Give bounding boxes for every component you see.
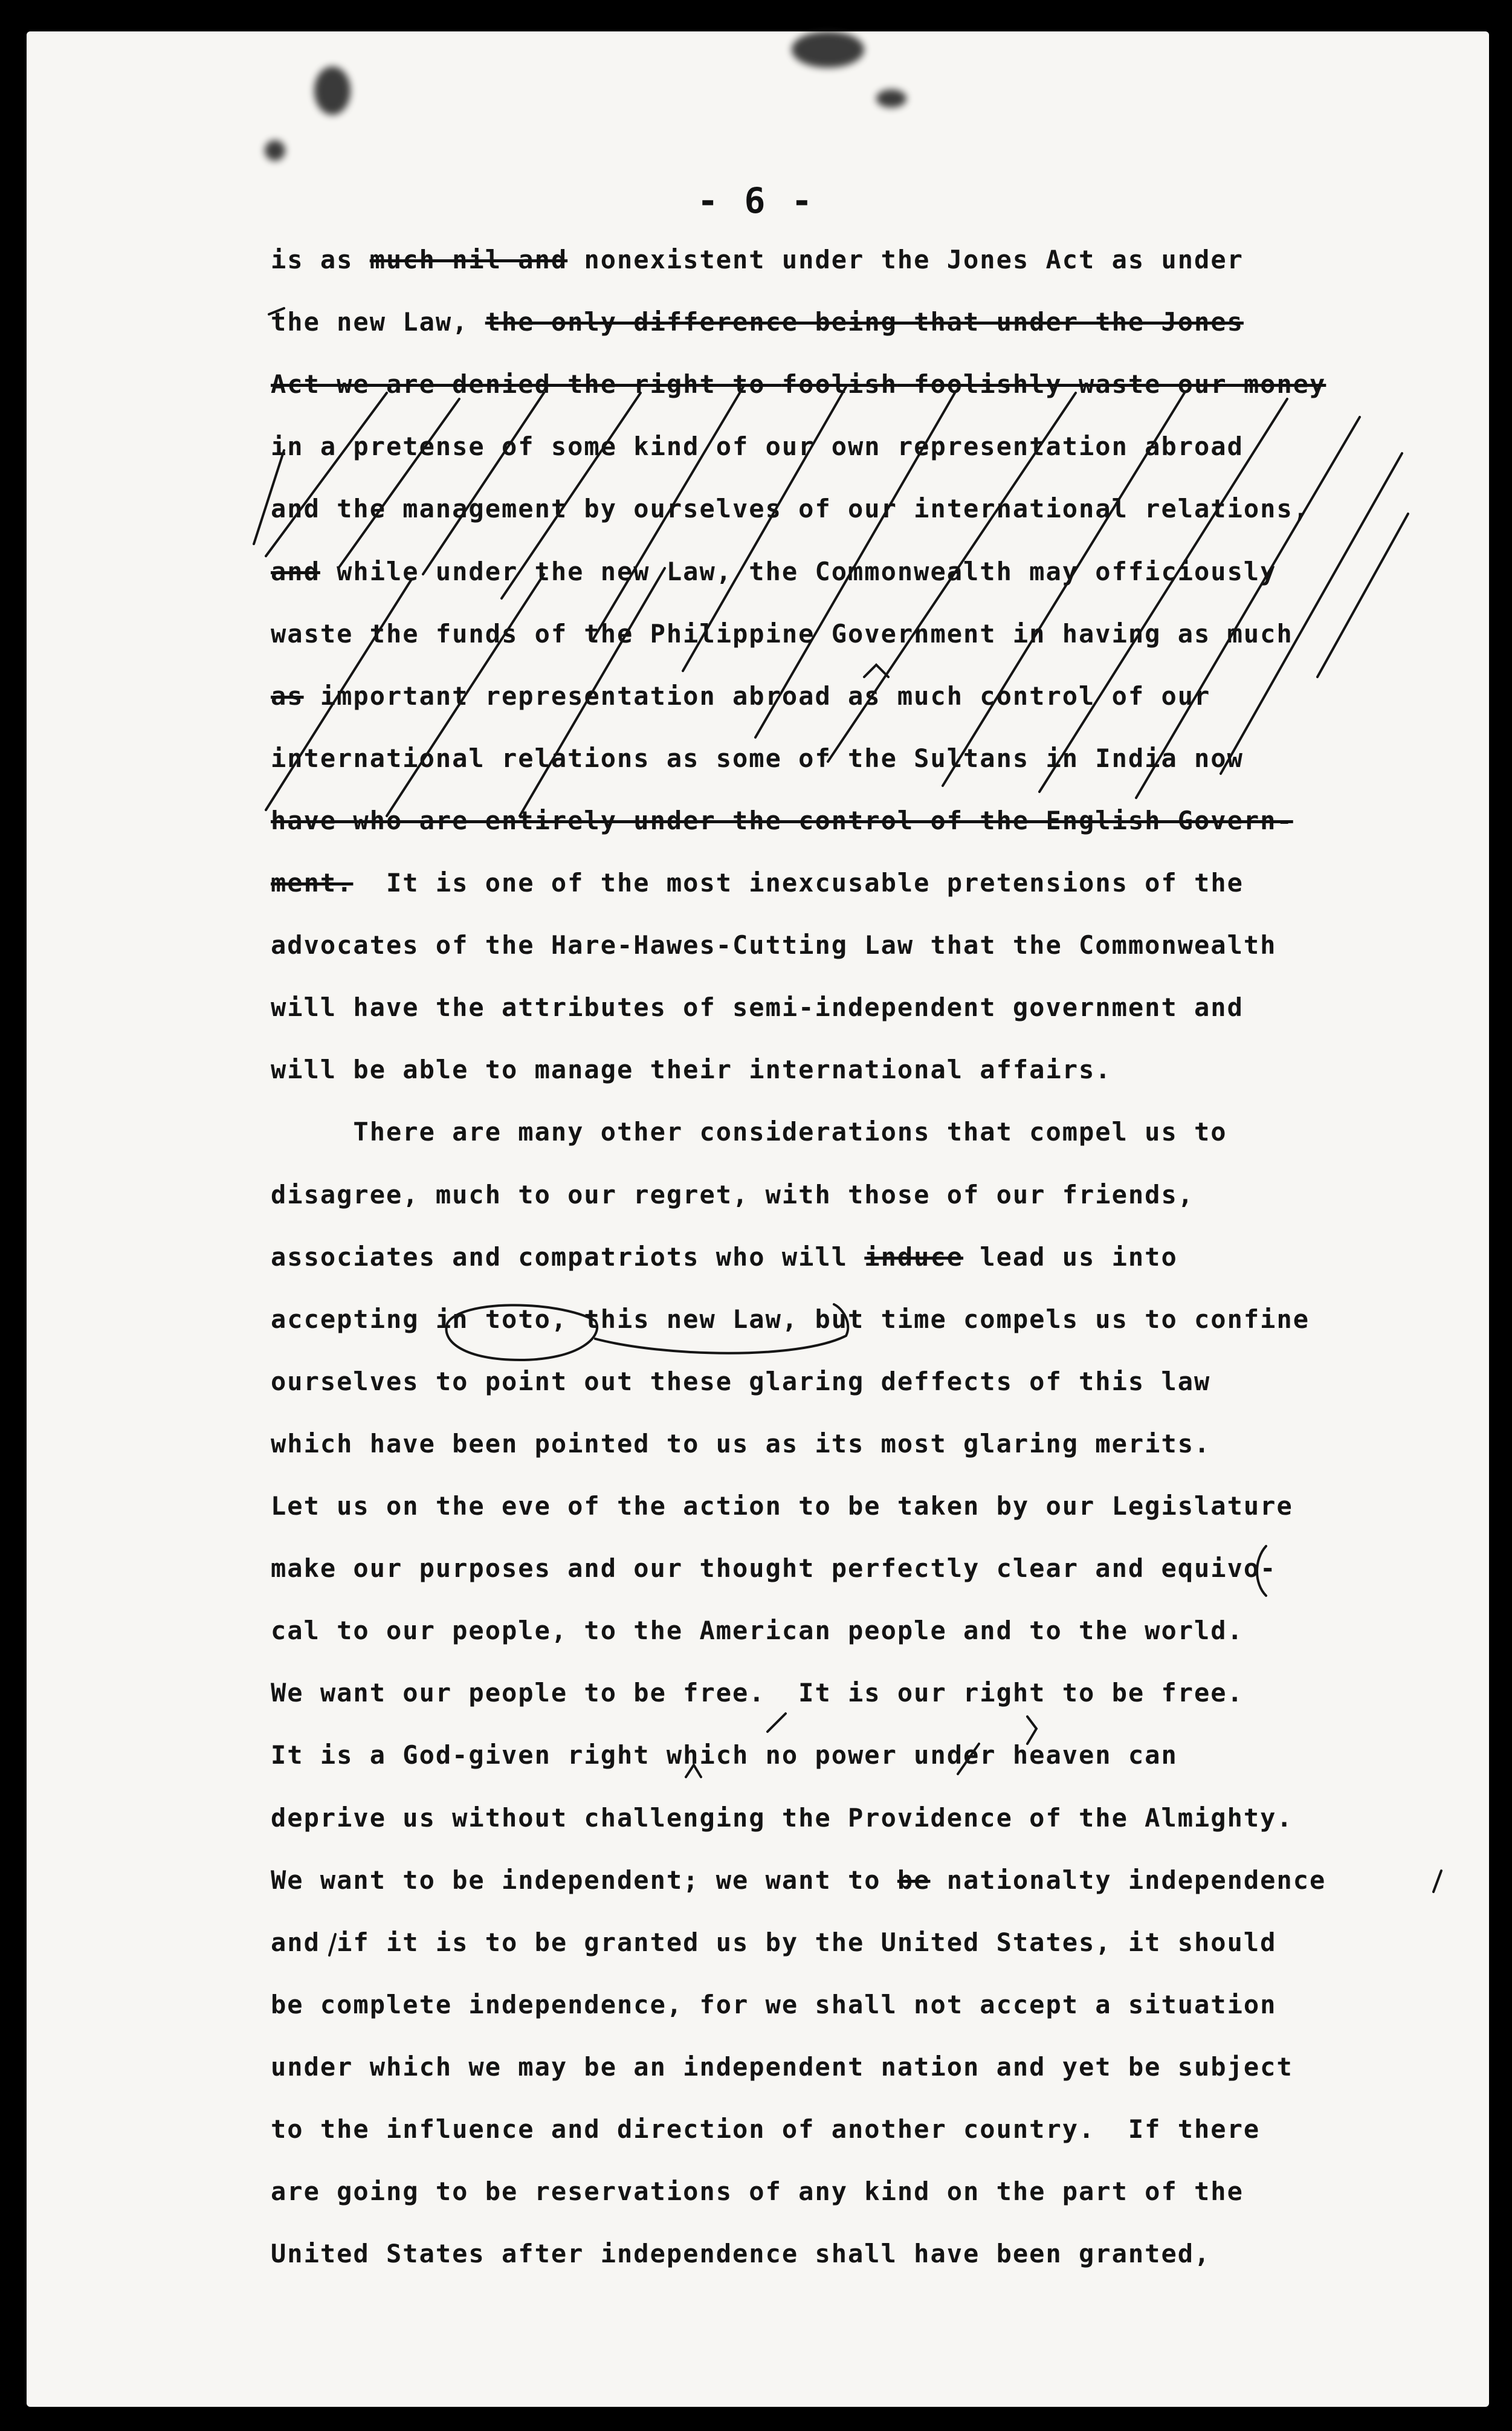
typed-text: the new Law, xyxy=(271,307,485,337)
typed-text: make our purposes and our thought perfectly clear and equivo- xyxy=(271,1553,1277,1584)
typed-text: while under the new Law, the Commonwealth may officiously xyxy=(320,556,1277,586)
typed-text: disagree, much to our regret, with those of our friends, xyxy=(271,1179,1195,1209)
struck-text: foolish xyxy=(781,369,897,400)
text-line xyxy=(271,432,1244,461)
typed-text: nationalty independence xyxy=(930,1865,1326,1895)
struck-text: the only difference being that under the Jones xyxy=(485,307,1244,337)
typed-text: waste the funds of the Philippine Government in having as much xyxy=(271,618,1293,649)
text-line xyxy=(271,1990,1276,2019)
text-line xyxy=(271,2239,1210,2268)
struck-text: have who are entirely under the control of the English Govern- xyxy=(271,805,1293,835)
text-line xyxy=(271,1055,1112,1084)
typed-text: important representation abroad as much control of our xyxy=(303,681,1211,711)
typed-text: be complete independence, for we shall not accept a situation xyxy=(271,1989,1277,2019)
typed-text: to the influence and direction of another country. If there xyxy=(271,2114,1261,2144)
typed-text: and the management by ourselves of our international relations, xyxy=(271,494,1310,524)
typed-text: deprive us without challenging the Providence of the Almighty. xyxy=(271,1802,1293,1833)
text-line xyxy=(271,1429,1210,1458)
text-line xyxy=(271,1242,1178,1272)
typed-text: advocates of the Hare-Hawes-Cutting Law that the Commonwealth xyxy=(271,930,1277,960)
struck-text: as xyxy=(271,681,304,711)
text-line xyxy=(271,494,1310,523)
text-line xyxy=(271,307,1244,337)
text-line xyxy=(271,1367,1210,1396)
text-line xyxy=(271,1117,1227,1147)
text-line xyxy=(271,1553,1276,1583)
typed-text: We want our people to be free. It is our right to be free. xyxy=(271,1678,1244,1708)
text-line xyxy=(271,806,1293,835)
text-line xyxy=(271,2177,1244,2206)
text-line xyxy=(271,1304,1310,1334)
typed-text: in a pretense of some kind of our own representation abroad xyxy=(271,432,1244,462)
typed-text: ourselves to point out these glaring deffects of this law xyxy=(271,1366,1211,1396)
text-line xyxy=(271,1740,1178,1770)
struck-text: ment. xyxy=(271,868,354,898)
ink-smudge xyxy=(314,66,351,115)
struck-text: induce xyxy=(864,1241,964,1272)
text-line xyxy=(271,1180,1194,1209)
ink-smudge xyxy=(792,31,864,68)
typed-text: which have been pointed to us as its most glaring merits. xyxy=(271,1428,1211,1458)
text-line xyxy=(271,557,1276,586)
text-line xyxy=(271,1928,1276,1957)
text-line xyxy=(271,2052,1293,2082)
typed-text: Let us on the eve of the action to be taken by our Legislature xyxy=(271,1491,1293,1521)
text-line xyxy=(271,1616,1244,1645)
typed-text: will have the attributes of semi-independent government and xyxy=(271,992,1244,1023)
struck-text: be xyxy=(897,1865,931,1895)
text-line xyxy=(271,743,1244,773)
struck-text: foolishly waste our money xyxy=(897,369,1326,400)
text-line xyxy=(271,868,1244,898)
struck-text: much nil and xyxy=(369,245,568,274)
ink-smudge xyxy=(265,140,285,161)
typed-text: is as xyxy=(271,245,370,274)
typed-text: associates and compatriots who will xyxy=(271,1241,865,1272)
text-line xyxy=(271,369,1326,399)
text-line xyxy=(271,1865,1326,1895)
text-line xyxy=(271,619,1293,649)
typed-text: nonexistent under the Jones Act as under xyxy=(567,245,1244,274)
typed-text: We want to be independent; we want to xyxy=(271,1865,897,1895)
typed-text: and if it is to be granted us by the United States, it should xyxy=(271,1927,1277,1957)
typed-text: There are many other considerations that compel us to xyxy=(271,1117,1227,1147)
text-line xyxy=(271,1803,1293,1833)
typed-text: It is a God-given right which no power under heaven can xyxy=(271,1740,1178,1770)
text-line xyxy=(271,1678,1244,1708)
text-line xyxy=(271,681,1210,711)
struck-text: Act we are denied the right to xyxy=(271,369,782,400)
text-line xyxy=(271,930,1276,960)
typed-text: lead us into xyxy=(963,1241,1178,1272)
typed-text: It is one of the most inexcusable pretensions of the xyxy=(353,868,1244,898)
typed-text: accepting in toto, this new Law, but time compels us to confine xyxy=(271,1304,1310,1334)
typed-text: international relations as some of the Sultans in India now xyxy=(271,743,1244,773)
ink-smudge xyxy=(876,89,906,108)
typed-text: cal to our people, to the American people and to the world. xyxy=(271,1616,1244,1646)
typed-text: will be able to manage their international affairs. xyxy=(271,1055,1112,1085)
typed-text: are going to be reservations of any kind on the part of the xyxy=(271,2177,1244,2207)
page-number: - 6 - xyxy=(697,180,815,221)
struck-text: and xyxy=(271,556,320,586)
text-line xyxy=(271,2114,1260,2144)
text-line xyxy=(271,245,1244,274)
typed-text: under which we may be an independent nation and yet be subject xyxy=(271,2051,1293,2082)
text-line xyxy=(271,992,1244,1022)
typed-text: United States after independence shall have been granted, xyxy=(271,2239,1211,2269)
text-line xyxy=(271,1491,1293,1521)
